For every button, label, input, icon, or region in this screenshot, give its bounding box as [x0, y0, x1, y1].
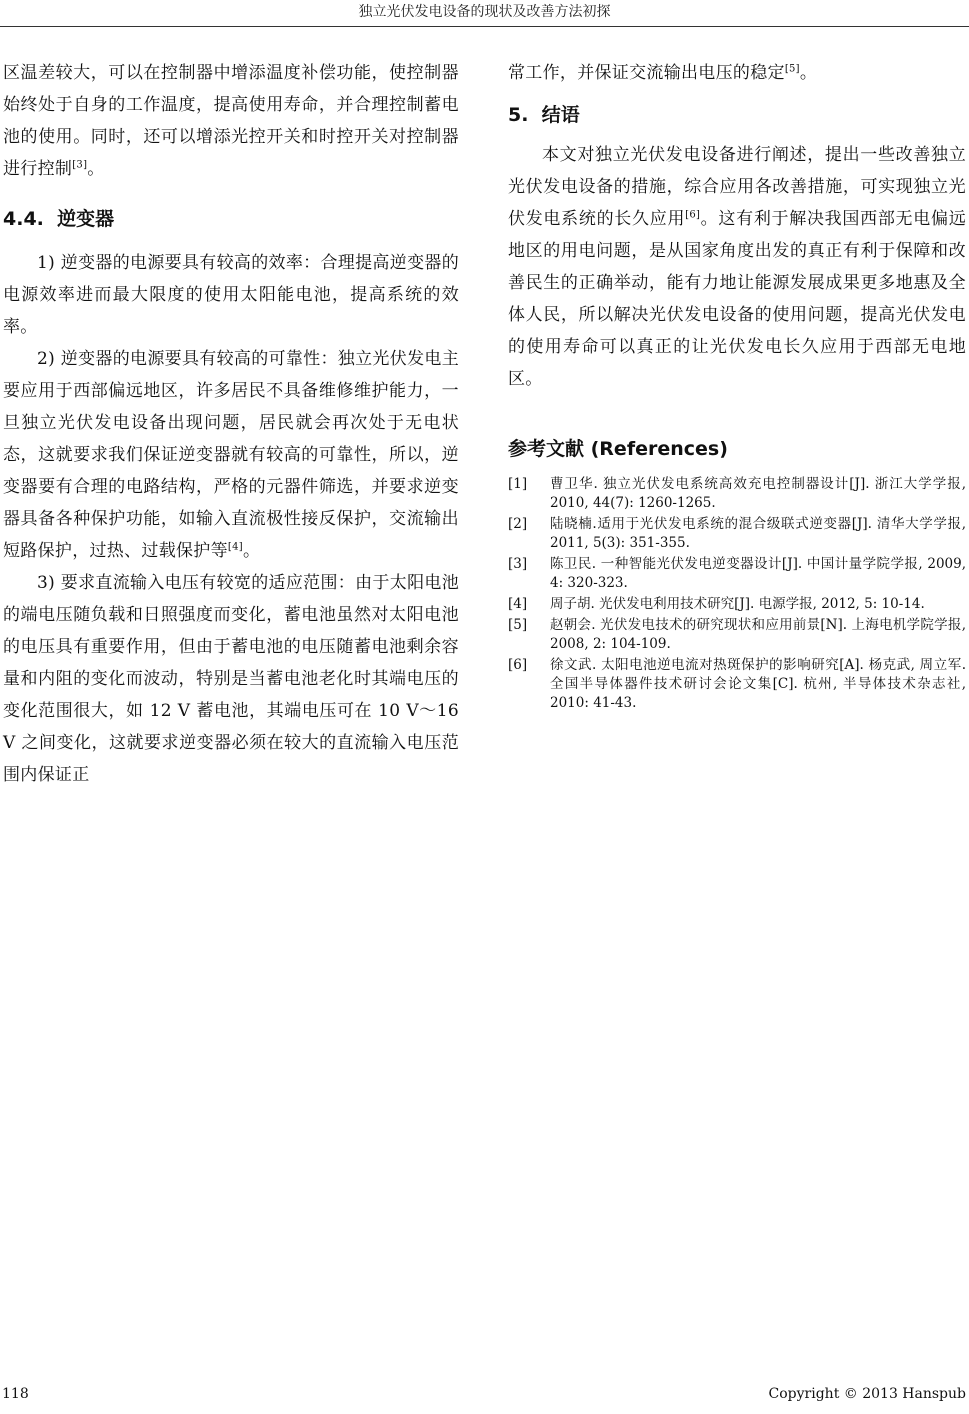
- reference-text: 陈卫民. 一种智能光伏发电逆变器设计[J]. 中国计量学院学报, 2009, 4: 320-323.: [550, 556, 966, 591]
- reference-text: 赵朝会. 光伏发电技术的研究现状和应用前景[N]. 上海电机学院学报, 2008, 2: 104-109.: [550, 617, 966, 652]
- reference-item: [508, 555, 966, 593]
- reference-number: [3]: [508, 556, 528, 572]
- reference-text: 周子胡. 光伏发电利用技术研究[J]. 电源学报, 2012, 5: 10-14.: [550, 596, 925, 612]
- section-heading-inverter: [3, 205, 459, 233]
- citation-4[interactable]: [4]: [227, 541, 243, 553]
- reference-item: [508, 515, 966, 553]
- reference-text: 徐文武. 太阳电池逆电流对热斑保护的影响研究[A]. 杨克武, 周立军. 全国半导体器件技术研讨会论文集[C]. 杭州, 半导体技术杂志社, 2010: 41-43.: [550, 657, 966, 711]
- reference-item: [508, 616, 966, 654]
- paragraph-end: 。: [799, 63, 818, 83]
- paragraph-inverter-reliability: [3, 343, 459, 567]
- paragraph-text: 区温差较大，可以在控制器中增添温度补偿功能，使控制器始终处于自身的工作温度，提高使用寿命，并合理控制蓄电池的使用。同时，还可以增添光控开关和时控开关对控制器进行控制: [3, 63, 459, 179]
- section-number: 4.4.: [3, 208, 44, 230]
- paragraph-continuation: [508, 57, 966, 89]
- reference-number: [5]: [508, 617, 528, 633]
- section-title: 逆变器: [57, 208, 115, 230]
- reference-list: [508, 475, 966, 713]
- reference-number: [2]: [508, 516, 528, 532]
- left-column: [3, 57, 459, 791]
- reference-number: [4]: [508, 596, 528, 612]
- paragraph-text: 本文对独立光伏发电设备进行阐述，提出一些改善独立光伏发电设备的措施，综合应用各改善措施，可实现独立光伏发电系统的长久应用: [508, 145, 966, 229]
- reference-number: [6]: [508, 657, 528, 673]
- reference-number: [1]: [508, 476, 528, 492]
- section-heading-conclusion: [508, 101, 966, 129]
- reference-item: [508, 656, 966, 713]
- paragraph-inverter-efficiency: 1) 逆变器的电源要具有较高的效率：合理提高逆变器的电源效率进而最大限度的使用太阳能电池，提高系统的效率。: [3, 253, 459, 337]
- copyright-notice: Copyright © 2013 Hanspub: [768, 1386, 966, 1402]
- section-title: 结语: [541, 104, 580, 126]
- page-number: 118: [2, 1386, 29, 1402]
- paragraph-end: 。: [87, 159, 105, 179]
- section-number: 5.: [508, 104, 529, 126]
- reference-item: [508, 595, 966, 614]
- paragraph-conclusion: [508, 139, 966, 395]
- reference-text: 曹卫华. 独立光伏发电系统高效充电控制器设计[J]. 浙江大学学报, 2010, 44(7): 1260-1265.: [550, 476, 966, 511]
- reference-item: [508, 475, 966, 513]
- paragraph-text: 常工作，并保证交流输出电压的稳定: [508, 63, 785, 83]
- paragraph-text: 2) 逆变器的电源要具有较高的可靠性：独立光伏发电主要应用于西部偏远地区，许多居民不具备维修维护能力，一旦独立光伏发电设备出现问题，居民就会再次处于无电状态，这就要求我们保证逆变器就有较高的可靠性，所以，逆变器要有合理的电路结构，严格的元器件筛选，并要求逆变器具备各种保护功能，如输入直流极性接反保护，交流输出短路保护，过热、过载保护等: [3, 349, 459, 561]
- reference-text: 陆晓楠.适用于光伏发电系统的混合级联式逆变器[J]. 清华大学学报, 2011, 5(3): 351-355.: [550, 516, 966, 551]
- citation-3[interactable]: [3]: [72, 159, 88, 171]
- right-column: [508, 57, 966, 715]
- paragraph-dc-input-range: 3) 要求直流输入电压有较宽的适应范围：由于太阳电池的端电压随负载和日照强度而变化，蓄电池虽然对太阳电池的电压具有重要作用，但由于蓄电池的电压随蓄电池剩余容量和内阻的变化而波动，特别是当蓄电池老化时其端电压的变化范围很大，如 12 V 蓄电池，其端电压可在 10 V～16 V 之间变化，这就要求逆变器必须在较大的直流输入电压范围内保证正: [3, 573, 459, 785]
- citation-6[interactable]: [6]: [685, 209, 701, 221]
- citation-5[interactable]: [5]: [784, 63, 800, 75]
- paragraph-temperature-compensation: [3, 57, 459, 185]
- paragraph-end: 。这有利于解决我国西部无电偏远地区的用电问题，是从国家角度出发的真正有利于保障和改善民生的正确举动，能有力地让能源发展成果更多地惠及全体人民，所以解决光伏发电设备的使用问题，提高光伏发电的使用寿命可以真正的让光伏发电长久应用于西部无电地区。: [508, 209, 967, 389]
- references-heading: 参考文献 (References): [508, 438, 728, 460]
- header-divider: [0, 26, 969, 27]
- running-header: 独立光伏发电设备的现状及改善方法初探: [358, 4, 611, 20]
- paragraph-end: 。: [242, 541, 261, 561]
